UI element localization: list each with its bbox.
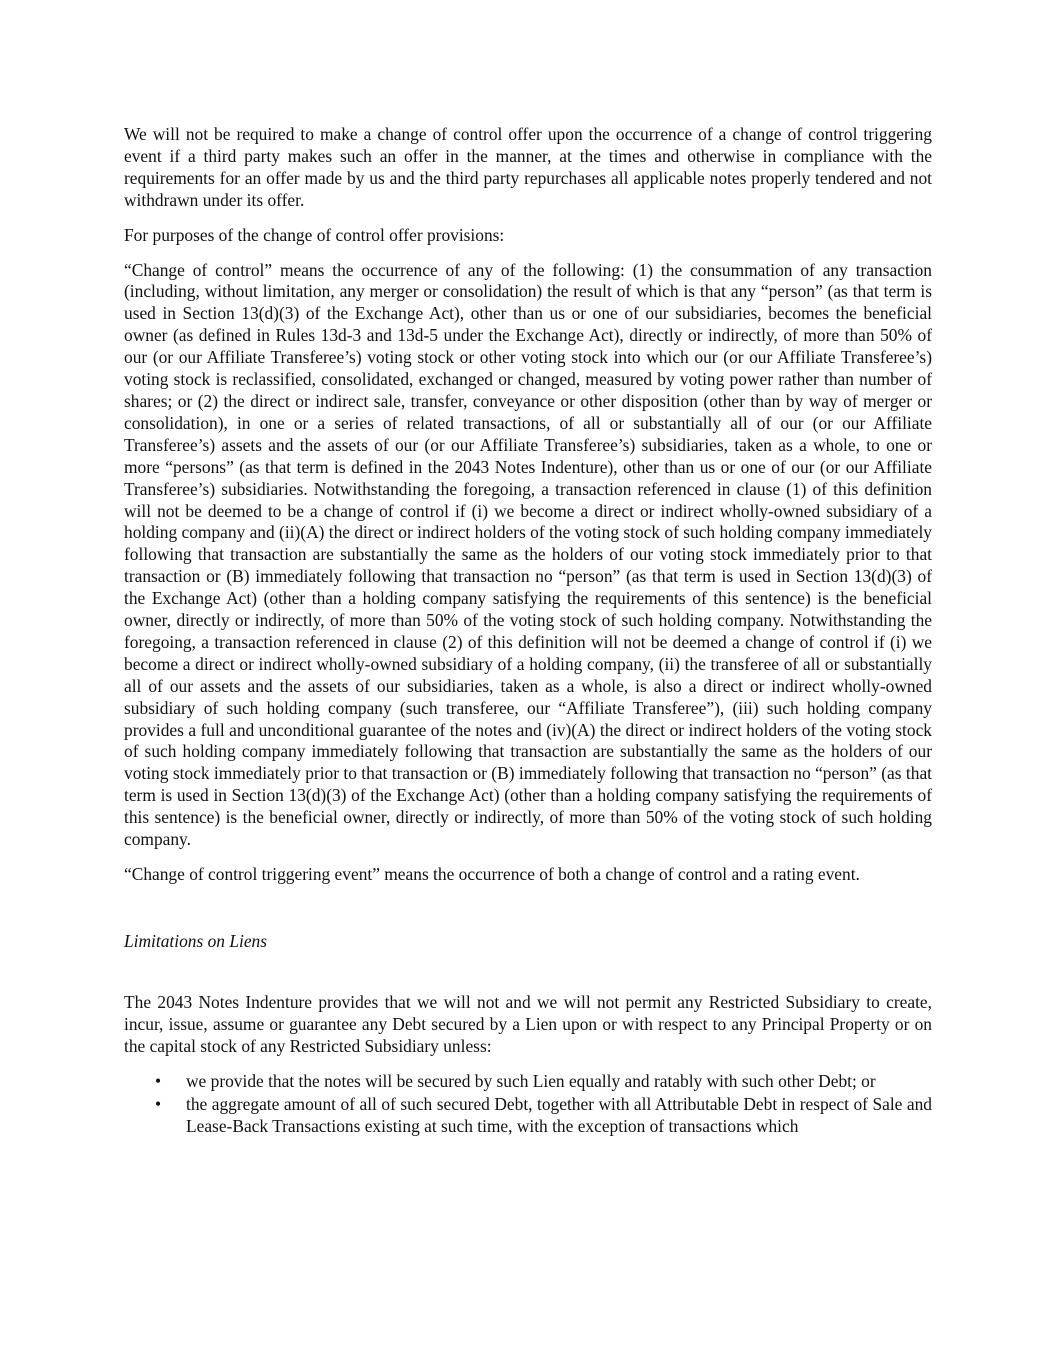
liens-bullet-list (124, 1071, 932, 1139)
section-heading: Limitations on Liens (124, 930, 268, 951)
bullet-icon: • (155, 1094, 162, 1115)
list-item (124, 1094, 932, 1138)
bullet-icon: • (155, 1070, 162, 1091)
paragraph-liens-intro: The 2043 Notes Indenture provides that we will not and we will not permit any Restricted Subsidiary to create, incur, issue, assume or guarantee any Debt secured by a Lien upon or with respect to any Principal Property or on the capital stock of any Restricted Subsidiary unless: (124, 991, 932, 1056)
paragraph-change-of-control-definition: “Change of control” means the occurrence of any of the following: (1) the consummation of any transaction (including, without limitation, any merger or consolidation) the result of which is that any “person” (as that term is used in Section 13(d)(3) of the Exchange Act), other than us or one of our subsidiaries, becomes the beneficial owner (as defined in Rules 13d-3 and 13d-5 under the Exchange Act), directly or indirectly, of more than 50% of our (or our Affiliate Transferee’s) voting stock or other voting stock into which our (or our Affiliate Transferee’s) voting stock is reclassified, consolidated, exchanged or changed, measured by voting power rather than number of shares; or (2) the direct or indirect sale, transfer, conveyance or other disposition (other than by way of merger or consolidation), in one or a series of related transactions, of all or substantially all of our (or our Affiliate Transferee’s) assets and the assets of our (or our Affiliate Transferee’s) subsidiaries, taken as a whole, to one or more “persons” (as that term is defined in the 2043 Notes Indenture), other than us or one of our (or our Affiliate Transferee’s) subsidiaries. Notwithstanding the foregoing, a transaction referenced in clause (1) of this definition will not be deemed to be a change of control if (i) we become a direct or indirect wholly-owned subsidiary of a holding company and (ii)(A) the direct or indirect holders of the voting stock of such holding company immediately following that transaction are substantially the same as the holders of our voting stock immediately prior to that transaction or (B) immediately following that transaction no “person” (as that term is used in Section 13(d)(3) of the Exchange Act) (other than a holding company satisfying the requirements of this sentence) is the beneficial owner, directly or indirectly, of more than 50% of the voting stock of such holding company. Notwithstanding the foregoing, a transaction referenced in clause (2) of this definition will not be deemed a change of control if (i) we become a direct or indirect wholly-owned subsidiary of a holding company, (ii) the transferee of all or substantially all of our assets and the assets of our subsidiaries, taken as a whole, is also a direct or indirect wholly-owned subsidiary of such holding company (such transferee, our “Affiliate Transferee”), (iii) such holding company provides a full and unconditional guarantee of the notes and (iv)(A) the direct or indirect holders of the voting stock of such holding company immediately following that transaction are substantially the same as the holders of our voting stock immediately prior to that transaction or (B) immediately following that transaction no “person” (as that term is used in Section 13(d)(3) of the Exchange Act) (other than a holding company satisfying the requirements of this sentence) is the beneficial owner, directly or indirectly, of more than 50% of the voting stock of such holding company. (124, 259, 932, 850)
paragraph-triggering-event-definition: “Change of control triggering event” means the occurrence of both a change of control and a rating event. (124, 864, 860, 884)
paragraph-purposes: For purposes of the change of control offer provisions: (124, 224, 505, 245)
document-page (124, 124, 932, 1140)
list-item (124, 1071, 932, 1093)
list-item-text: we provide that the notes will be secured by such Lien equally and ratably with such other Debt; or (186, 1070, 876, 1091)
list-item-text: the aggregate amount of all of such secured Debt, together with all Attributable Debt in respect of Sale and Lease-Back Transactions existing at such time, with the exception of transactions which (186, 1094, 932, 1137)
paragraph-third-party-offer: We will not be required to make a change of control offer upon the occurrence of a change of control triggering event if a third party makes such an offer in the manner, at the times and otherwise in compliance with the requirements for an offer made by us and the third party repurchases all applicable notes properly tendered and not withdrawn under its offer. (124, 124, 932, 210)
